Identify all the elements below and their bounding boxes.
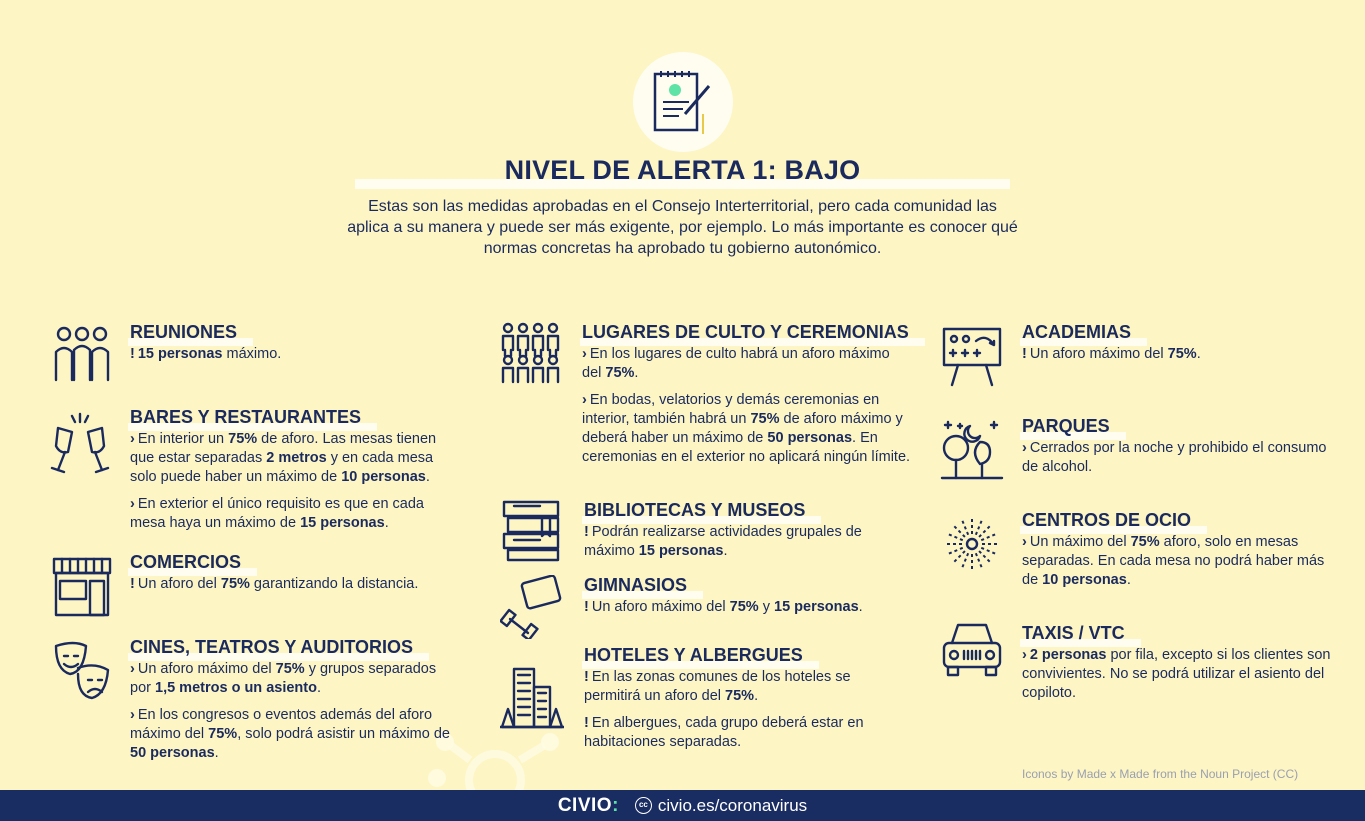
- title-prefix: NIVEL DE ALERTA 1:: [504, 155, 785, 185]
- section-parques: [1022, 416, 1342, 477]
- section-ocio: [1022, 510, 1342, 590]
- section-bibliotecas: [584, 500, 894, 561]
- section-academias: [1022, 322, 1342, 364]
- icon-credits: Iconos by Made x Made from the Noun Project (CC): [1022, 767, 1299, 781]
- section-text: ! 15 personas máximo.: [130, 346, 282, 362]
- section-bares: [130, 407, 460, 533]
- section-taxis: [1022, 623, 1342, 703]
- section-text: ! En las zonas comunes de los hoteles se permitirá un aforo del 75%.: [584, 669, 851, 704]
- section-cines: [130, 637, 460, 763]
- section-title: BARES Y RESTAURANTES: [130, 407, 362, 427]
- champagne-glasses-icon: [50, 410, 114, 474]
- shop-icon: [50, 555, 114, 619]
- section-reuniones: [130, 322, 460, 364]
- section-title: HOTELES Y ALBERGUES: [584, 645, 803, 665]
- section-text: › En los congresos o eventos además del aforo máximo del 75%, solo podrá asistir un máximo de 50 personas.: [130, 707, 450, 761]
- section-title: REUNIONES: [130, 322, 238, 342]
- taxi-icon: [940, 615, 1004, 679]
- alert-level: BAJO: [784, 155, 861, 185]
- section-title: GIMNASIOS: [584, 575, 688, 595]
- section-text: › En exterior el único requisito es que en cada mesa haya un máximo de 15 personas.: [130, 496, 424, 531]
- section-title: BIBLIOTECAS Y MUSEOS: [584, 500, 806, 520]
- section-text: › 2 personas por fila, excepto si los clientes son convivientes. No se podrá utilizar el asiento del copiloto.: [1022, 647, 1331, 701]
- section-text: ! En albergues, cada grupo deberá estar en habitaciones separadas.: [584, 715, 864, 750]
- section-title: CENTROS DE OCIO: [1022, 510, 1192, 530]
- creative-commons-icon: cc: [635, 797, 652, 814]
- section-title: CINES, TEATROS Y AUDITORIOS: [130, 637, 414, 657]
- footer-bar: [0, 790, 1365, 821]
- section-gimnasios: [584, 575, 894, 617]
- crowd-icon: [500, 322, 564, 386]
- section-text: › En interior un 75% de aforo. Las mesas tienen que estar separadas 2 metros y en cada mesa solo puede haber un máximo de 10 personas.: [130, 431, 437, 485]
- section-text: › Un aforo máximo del 75% y grupos separados por 1,5 metros o un asiento.: [130, 661, 437, 696]
- books-icon: [500, 498, 564, 562]
- section-text: › Cerrados por la noche y prohibido el consumo de alcohol.: [1022, 440, 1327, 475]
- section-title: COMERCIOS: [130, 552, 242, 572]
- dumbbell-icon: [500, 575, 564, 639]
- section-title: LUGARES DE CULTO Y CEREMONIAS: [582, 322, 909, 342]
- section-text: ! Podrán realizarse actividades grupales de máximo 15 personas.: [584, 524, 862, 559]
- intro-text: Estas son las medidas aprobadas en el Consejo Interterritorial, pero cada comunidad las aplica a su manera y puede ser más exigente, por ejemplo. Lo más importante es conocer qué normas concretas ha aprobado tu gobierno autonómico.: [347, 198, 1018, 257]
- section-text: › En bodas, velatorios y demás ceremonias en interior, también habrá un 75% de aforo máximo y deberá haber un máximo de 50 personas. En ceremonias en el exterior no aplicará ningún límite.: [582, 392, 911, 465]
- section-title: TAXIS / VTC: [1022, 623, 1125, 643]
- civio-logo[interactable]: CIVIO:: [557, 794, 619, 816]
- footer-url-link[interactable]: civio.es/coronavirus: [657, 795, 808, 815]
- section-text: ! Un aforo del 75% garantizando la distancia.: [130, 576, 419, 592]
- park-trees-icon: [940, 418, 1004, 482]
- section-text: › Un máximo del 75% aforo, solo en mesas separadas. En cada mesa no podrá haber más de 10 personas.: [1022, 534, 1325, 588]
- section-text: › En los lugares de culto habrá un aforo máximo del 75%.: [582, 346, 890, 381]
- page-title: [355, 155, 1010, 186]
- section-text: ! Un aforo máximo del 75% y 15 personas.: [584, 599, 863, 615]
- section-title: PARQUES: [1022, 416, 1110, 436]
- section-text: ! Un aforo máximo del 75%.: [1022, 346, 1201, 362]
- fireworks-icon: [940, 512, 1004, 576]
- edit-document-icon: [633, 52, 733, 152]
- section-hoteles: [584, 645, 894, 752]
- section-comercios: [130, 552, 460, 594]
- section-title: ACADEMIAS: [1022, 322, 1132, 342]
- section-culto: [582, 322, 912, 467]
- hotel-buildings-icon: [500, 665, 564, 729]
- group-people-icon: [50, 322, 114, 386]
- theater-masks-icon: [50, 638, 114, 702]
- whiteboard-icon: [940, 325, 1004, 389]
